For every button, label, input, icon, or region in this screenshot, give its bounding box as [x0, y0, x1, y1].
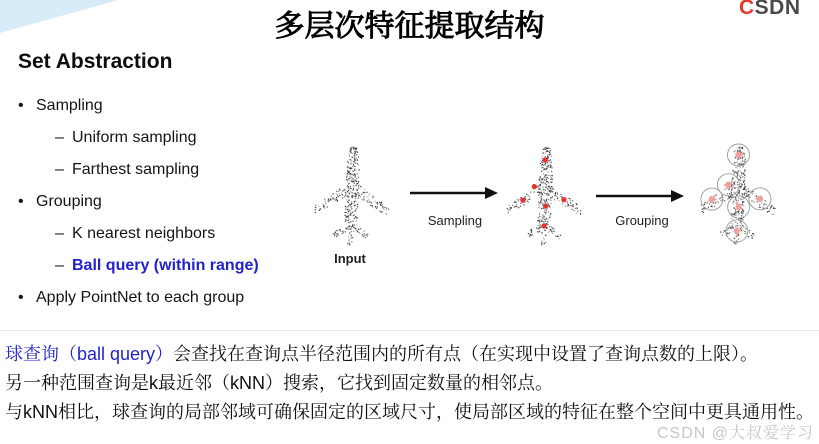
csdn-watermark: CSDN @大叔爱学习 [656, 425, 814, 442]
outline-item-knn [18, 218, 259, 250]
csdn-logo-sdn: SDN [754, 0, 801, 19]
slide-bottom-edge [0, 330, 819, 331]
paragraph-ball-query-highlight: 球查询（ball query） [5, 344, 174, 364]
sampling-arrow-label: Sampling [427, 213, 483, 228]
sampling-arrow [410, 187, 498, 199]
pointcloud-grouped-airplane [699, 143, 778, 246]
outline-item-uniform-sampling [18, 122, 259, 154]
pipeline-diagram [300, 133, 819, 278]
csdn-logo-c: C [739, 0, 755, 19]
dash-marker: – [55, 257, 64, 274]
outline-item-grouping [18, 186, 259, 218]
outline-item-label: Ball query (within range) [72, 257, 259, 274]
bullet-marker: • [18, 193, 24, 210]
slide-title: 多层次特征提取结构 [274, 10, 545, 43]
grouping-arrow [596, 190, 684, 202]
bullet-marker: • [18, 289, 24, 306]
pointcloud-input-airplane [313, 145, 391, 247]
paragraph-ball-query-rest: 会查找在查询点半径范围内的所有点（在实现中设置了查询点数的上限）。 [173, 344, 759, 364]
input-label: Input [334, 251, 366, 266]
pointcloud-sampled-airplane [505, 146, 583, 247]
bullet-marker: • [18, 97, 24, 114]
dash-marker: – [55, 161, 64, 178]
outline-item-label: Sampling [36, 97, 103, 114]
paragraph-ball-query [5, 340, 819, 366]
paragraph-comparison: 与kNN相比，球查询的局部邻域可确保固定的区域尺寸，使局部区域的特征在整个空间中更具通用性。 [5, 402, 814, 422]
outline-item-label: Uniform sampling [72, 129, 197, 146]
outline-item-label: K nearest neighbors [72, 225, 216, 242]
outline-item-label: Apply PointNet to each group [36, 289, 245, 306]
outline-item-sampling [18, 90, 259, 122]
dash-marker: – [55, 225, 64, 242]
outline-item-label: Grouping [36, 193, 102, 210]
outline-item-apply-pointnet [18, 282, 259, 314]
paragraph-knn: 另一种范围查询是k最近邻（kNN）搜索，它找到固定数量的相邻点。 [5, 373, 553, 393]
outline-item-label: Farthest sampling [72, 161, 200, 178]
grouping-arrow-label: Grouping [615, 213, 669, 228]
outline-item-ball-query [18, 250, 259, 282]
pipeline-svg [300, 133, 819, 273]
dash-marker: – [55, 129, 64, 146]
outline-list [18, 90, 259, 314]
section-heading: Set Abstraction [18, 50, 173, 73]
outline-item-farthest-sampling [18, 154, 259, 186]
